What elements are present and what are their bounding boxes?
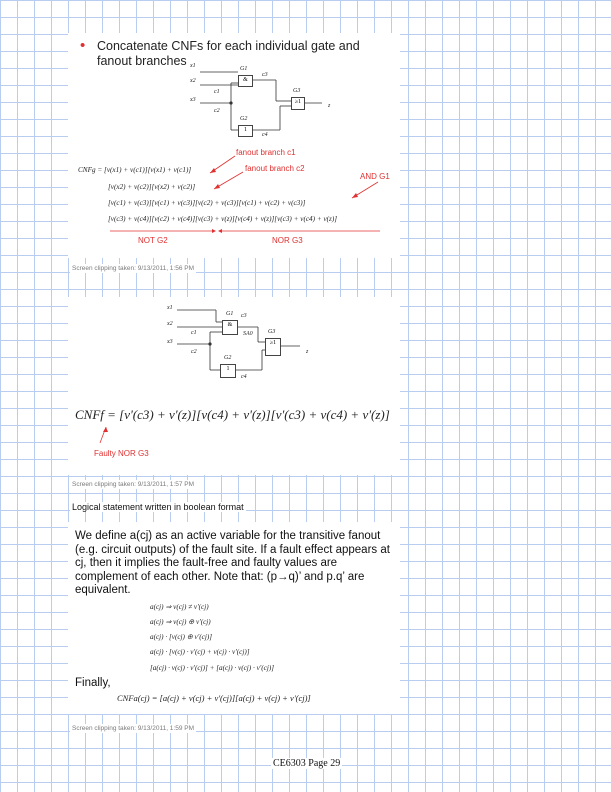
gate-label-g3: G3 — [293, 88, 301, 94]
wire-c3-faulty: c3 — [241, 313, 247, 319]
gate-g3-faulty: ≥1 — [265, 338, 281, 356]
gate-label-g3-faulty: G3 — [268, 329, 276, 335]
output-z-faulty: z — [306, 349, 309, 355]
section-heading: Logical statement written in boolean format — [72, 502, 244, 512]
input-x1: x1 — [190, 63, 196, 69]
wire-c3: c3 — [262, 72, 268, 78]
cnf-g-line-3: [v(c3) + v(c4)][v(c2) + v(c4)][v(c3) + v(z)][v(c4) + v(z)][v(c3) + v(c4) + v(z)] — [108, 215, 338, 223]
screen-clipping-caption-2: Screen clipping taken: 9/13/2011, 1:57 PM — [72, 481, 195, 488]
ann-faulty-nor-g3: Faulty NOR G3 — [94, 449, 149, 458]
wire-c2-faulty: c2 — [191, 349, 197, 355]
screen-clipping-caption-3: Screen clipping taken: 9/13/2011, 1:59 PM — [72, 725, 195, 732]
gate-label-g1-faulty: G1 — [226, 311, 234, 317]
cnf-g-line-0: CNFg = [v(x1) + v(c1)][v(x1) + v(c1)] — [78, 166, 192, 174]
formula-2: a(cj) · [v(cj) ⊕ v'(cj)] — [150, 633, 213, 641]
bullet-text: Concatenate CNFs for each individual gate and fanout branches — [97, 39, 360, 68]
cnf-a-equation: CNFa(cj) = [a(cj) + v(cj) + v'(cj)][a(cj) + v(cj) + v'(cj)] — [117, 693, 311, 703]
cnf-f-equation: CNFf = [v'(c3) + v'(z)][v(c4) + v'(z)][v'(c3) + v(c4) + v'(z)] — [75, 407, 390, 422]
input-x1-faulty: x1 — [167, 305, 173, 311]
wire-c1: c1 — [214, 89, 220, 95]
formula-1: a(cj) ⇒ v(cj) ⊕ v'(cj) — [150, 618, 211, 626]
gate-g3: ≥1 — [291, 97, 305, 110]
wire-c4: c4 — [262, 132, 268, 138]
cnf-g-line-2: [v(c1) + v(c3)][v(c1) + v(c3)][v(c2) + v(c3)][v(c1) + v(c2) + v(c3)] — [108, 199, 306, 207]
formula-4: [a(cj) · v(cj) · v'(cj)] + [a(cj) · v(cj) · v'(cj)] — [150, 664, 275, 672]
gate-label-g2: G2 — [240, 116, 248, 122]
gate-g2-faulty: 1 — [220, 364, 236, 378]
fault-sa0-label: SA0 — [243, 331, 253, 337]
gate-g1: & — [238, 75, 253, 87]
ann-fanout-branch-c2: fanout branch c2 — [245, 164, 305, 173]
wire-c2: c2 — [214, 108, 220, 114]
gate-g2: 1 — [238, 125, 253, 137]
ann-nor-g3: NOR G3 — [272, 236, 303, 245]
ann-not-g2: NOT G2 — [138, 236, 168, 245]
output-z: z — [328, 103, 331, 109]
page-footer: CE6303 Page 29 — [273, 758, 341, 769]
cnf-g-line-1: [v(x2) + v(c2)][v(x2) + v(c2)] — [108, 183, 196, 191]
screen-clipping-caption-1: Screen clipping taken: 9/13/2011, 1:56 PM — [72, 265, 195, 272]
formula-0: a(cj) ⇒ v(cj) ≠ v'(cj) — [150, 603, 209, 611]
formula-3: a(cj) · [v(cj) · v'(cj) + v(cj) · v'(cj)] — [150, 648, 250, 656]
finally-label: Finally, — [75, 677, 111, 689]
ann-fanout-branch-c1: fanout branch c1 — [236, 148, 296, 157]
bullet-marker: • — [80, 37, 86, 54]
gate-label-g2-faulty: G2 — [224, 355, 232, 361]
input-x2: x2 — [190, 78, 196, 84]
ann-and-g1: AND G1 — [360, 172, 390, 181]
gate-label-g1: G1 — [240, 66, 248, 72]
gate-g1-faulty: & — [222, 320, 238, 335]
input-x3-faulty: x3 — [167, 339, 173, 345]
input-x2-faulty: x2 — [167, 321, 173, 327]
wire-c4-faulty: c4 — [241, 374, 247, 380]
wire-c1-faulty: c1 — [191, 330, 197, 336]
definition-text: We define a(cj) as an active variable for the transitive fanout (e.g. circuit outputs) of the fault site. If a fault effect appears at cj, then it implies the fault-free and faulty values are complement of each other. Note that: (p→q)’ and p.q’ are equivalent. — [75, 530, 390, 597]
input-x3: x3 — [190, 97, 196, 103]
